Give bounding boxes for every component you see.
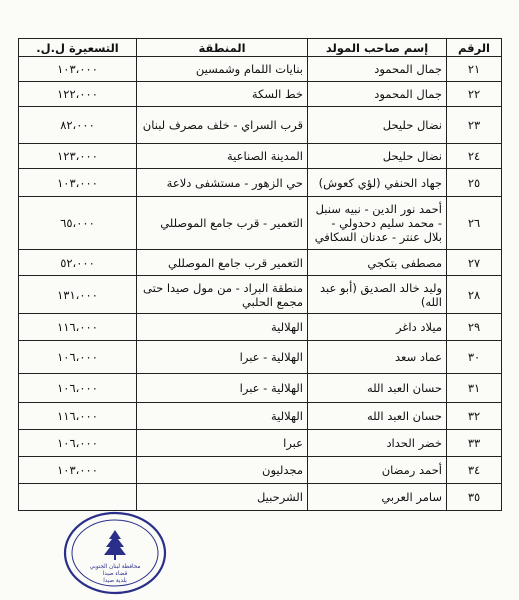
cell-num: ٣١ — [447, 374, 502, 403]
stamp-line-1: محافظة لبنان الجنوبي — [89, 564, 141, 570]
table-row — [19, 57, 502, 82]
cell-price: ١٢٢،٠٠٠ — [19, 82, 137, 107]
stamp-line-2: قضاء صيدا — [102, 571, 128, 577]
cell-owner: أحمد رمضان — [308, 457, 447, 484]
cell-owner: سامر العربي — [308, 484, 447, 511]
cell-price: ٥٢،٠٠٠ — [19, 250, 137, 276]
cell-area: التعمير قرب جامع الموصللي — [137, 250, 308, 276]
cell-num: ٢١ — [447, 57, 502, 82]
table-row — [19, 144, 502, 169]
cell-price: ١٠٣،٠٠٠ — [19, 169, 137, 197]
header-price: التسعيرة ل.ل. — [19, 39, 137, 57]
cell-num: ٢٧ — [447, 250, 502, 276]
cell-area: عبرا — [137, 430, 308, 457]
cell-owner: خضر الحداد — [308, 430, 447, 457]
cell-owner: أحمد نور الدين - نبيه سنبل - محمد سليم دحدولي - بلال عنتر - عدنان السكافي — [308, 197, 447, 250]
cell-area: الهلالية - عبرا — [137, 341, 308, 374]
cell-num: ٣٢ — [447, 403, 502, 430]
municipality-stamp — [60, 508, 170, 598]
cell-num: ٢٨ — [447, 276, 502, 314]
cell-owner: عماد سعد — [308, 341, 447, 374]
cell-owner: حسان العبد الله — [308, 403, 447, 430]
cell-num: ٢٢ — [447, 82, 502, 107]
cell-num: ٢٣ — [447, 107, 502, 144]
cell-area: بنايات اللمام وشمسين — [137, 57, 308, 82]
cell-price: ١١٦،٠٠٠ — [19, 403, 137, 430]
header-area: المنطقة — [137, 39, 308, 57]
cedar-icon — [104, 530, 126, 560]
table-row — [19, 341, 502, 374]
cell-num: ٢٦ — [447, 197, 502, 250]
cell-price: ١٣١،٠٠٠ — [19, 276, 137, 314]
cell-area: الهلالية — [137, 314, 308, 341]
table-row — [19, 250, 502, 276]
cell-area: المدينة الصناعية — [137, 144, 308, 169]
cell-num: ٣٠ — [447, 341, 502, 374]
table-row — [19, 484, 502, 511]
cell-area: الشرحبيل — [137, 484, 308, 511]
cell-owner: نضال حليحل — [308, 107, 447, 144]
cell-area: الهلالية - عبرا — [137, 374, 308, 403]
cell-owner: حسان العبد الله — [308, 374, 447, 403]
cell-price: ١١٦،٠٠٠ — [19, 314, 137, 341]
cell-num: ٢٥ — [447, 169, 502, 197]
cell-owner: مصطفى بتكجي — [308, 250, 447, 276]
cell-owner: نضال حليحل — [308, 144, 447, 169]
cell-num: ٣٥ — [447, 484, 502, 511]
cell-owner: وليد خالد الصديق (أبو عبد الله) — [308, 276, 447, 314]
cell-price: ١٠٣،٠٠٠ — [19, 457, 137, 484]
cell-price: ٦٥،٠٠٠ — [19, 197, 137, 250]
cell-price — [19, 484, 137, 511]
cell-price: ٨٢،٠٠٠ — [19, 107, 137, 144]
table-row — [19, 169, 502, 197]
cell-num: ٣٣ — [447, 430, 502, 457]
table-body — [19, 57, 502, 511]
table-header-row — [19, 39, 502, 57]
cell-owner: ميلاد داغر — [308, 314, 447, 341]
cell-area: منطقة البراد - من مول صيدا حتى مجمع الحلبي — [137, 276, 308, 314]
table-row — [19, 314, 502, 341]
cell-owner: جمال المحمود — [308, 57, 447, 82]
cell-area: التعمير - قرب جامع الموصللي — [137, 197, 308, 250]
table-row — [19, 197, 502, 250]
table-row — [19, 107, 502, 144]
table-row — [19, 430, 502, 457]
cell-num: ٢٤ — [447, 144, 502, 169]
table-row — [19, 374, 502, 403]
cell-area: قرب السراي - خلف مصرف لبنان — [137, 107, 308, 144]
table-row — [19, 457, 502, 484]
cell-price: ١٠٦،٠٠٠ — [19, 430, 137, 457]
table-row — [19, 276, 502, 314]
cell-area: مجدليون — [137, 457, 308, 484]
cell-price: ١٠٦،٠٠٠ — [19, 341, 137, 374]
table-row — [19, 82, 502, 107]
cell-owner: جهاد الحنفي (لؤي كعوش) — [308, 169, 447, 197]
cell-price: ١٠٦،٠٠٠ — [19, 374, 137, 403]
cell-num: ٣٤ — [447, 457, 502, 484]
generators-table — [18, 38, 502, 511]
cell-num: ٢٩ — [447, 314, 502, 341]
cell-price: ١٢٣،٠٠٠ — [19, 144, 137, 169]
header-num: الرقم — [447, 39, 502, 57]
cell-owner: جمال المحمود — [308, 82, 447, 107]
header-owner: إسم صاحب المولد — [308, 39, 447, 57]
cell-area: حي الزهور - مستشفى دلاعة — [137, 169, 308, 197]
cell-area: الهلالية — [137, 403, 308, 430]
cell-price: ١٠٣،٠٠٠ — [19, 57, 137, 82]
cell-area: خط السكة — [137, 82, 308, 107]
stamp-line-3: بلدية صيدا — [103, 578, 127, 584]
table-row — [19, 403, 502, 430]
